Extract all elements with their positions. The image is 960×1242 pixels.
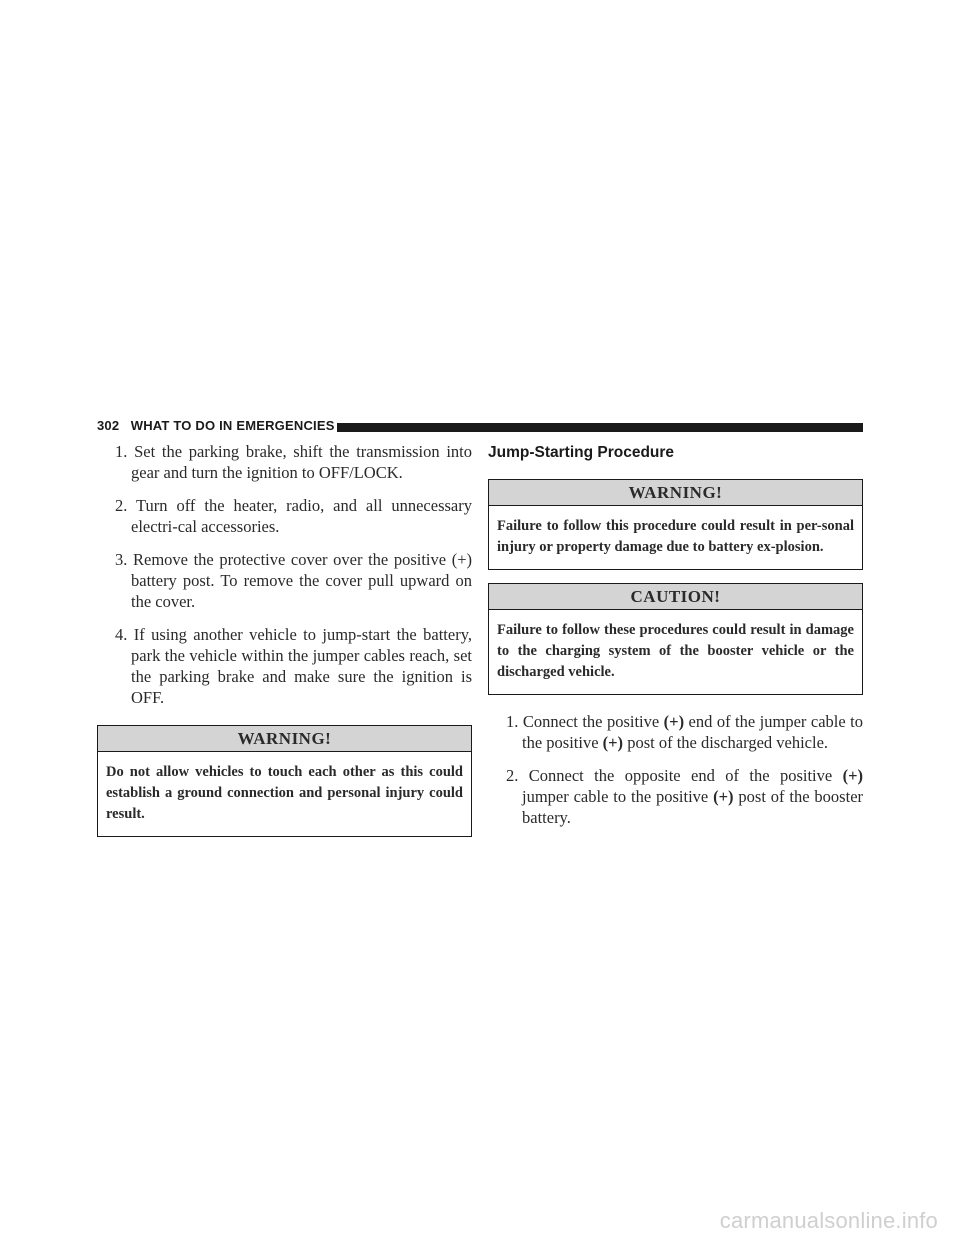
list-item [97, 441, 472, 483]
page-number: 302 [97, 418, 120, 433]
section-title-header: WHAT TO DO IN EMERGENCIES [130, 418, 335, 433]
list-item [97, 549, 472, 612]
list-item [488, 711, 863, 753]
step-text-part: post of the booster battery. [522, 787, 864, 827]
list-item [97, 495, 472, 537]
warning-box [488, 479, 863, 570]
caution-body: Failure to follow these procedures could result in damage to the charging system of the booster vehicle or the discharged vehicle. [497, 622, 854, 680]
step-number: 1. [506, 712, 519, 731]
step-text: Turn off the heater, radio, and all unnecessary electri-cal accessories. [131, 496, 472, 536]
step-text-part: post of the discharged vehicle. [623, 733, 829, 752]
step-text: Set the parking brake, shift the transmission into gear and turn the ignition to OFF/LOCK. [131, 442, 472, 482]
right-column [488, 441, 863, 840]
step-text-part: Connect the positive [522, 712, 664, 731]
caution-title: CAUTION! [489, 584, 862, 610]
list-item [488, 765, 863, 828]
step-number: 3. [115, 550, 128, 569]
caution-box [488, 583, 863, 695]
warning-body: Do not allow vehicles to touch each other as this could establish a ground connection and personal injury could result. [106, 764, 463, 822]
page-header-text [97, 418, 335, 433]
header-rule [337, 423, 863, 432]
positive-symbol: (+) [602, 733, 624, 752]
warning-box [97, 725, 472, 837]
step-text-part: jumper cable to the positive [522, 787, 714, 806]
step-text-part: Connect the opposite end of the positive [528, 766, 843, 785]
warning-body: Failure to follow this procedure could result in per-sonal injury or property damage due to battery ex-plosion. [497, 518, 854, 555]
right-steps-list [488, 711, 863, 828]
page-header [97, 417, 863, 437]
warning-title: WARNING! [489, 480, 862, 506]
positive-symbol: (+) [713, 787, 734, 806]
step-text: If using another vehicle to jump-start the battery, park the vehicle within the jumper cables reach, set the parking brake and make sure the ignition is OFF. [131, 625, 472, 707]
step-number: 2. [506, 766, 519, 785]
list-item [97, 624, 472, 708]
positive-symbol: (+) [663, 712, 685, 731]
step-number: 2. [115, 496, 128, 515]
step-text-part: end of the jumper cable to the positive [522, 712, 864, 752]
left-steps-list [97, 441, 472, 708]
left-column [97, 441, 472, 837]
positive-symbol: (+) [842, 766, 864, 785]
step-number: 4. [115, 625, 128, 644]
step-number: 1. [115, 442, 128, 461]
warning-title: WARNING! [98, 726, 471, 752]
section-heading: Jump-Starting Procedure [488, 444, 675, 461]
step-text: Remove the protective cover over the positive (+) battery post. To remove the cover pull upward on the cover. [131, 550, 472, 611]
watermark: carmanualsonline.info [719, 1208, 938, 1233]
